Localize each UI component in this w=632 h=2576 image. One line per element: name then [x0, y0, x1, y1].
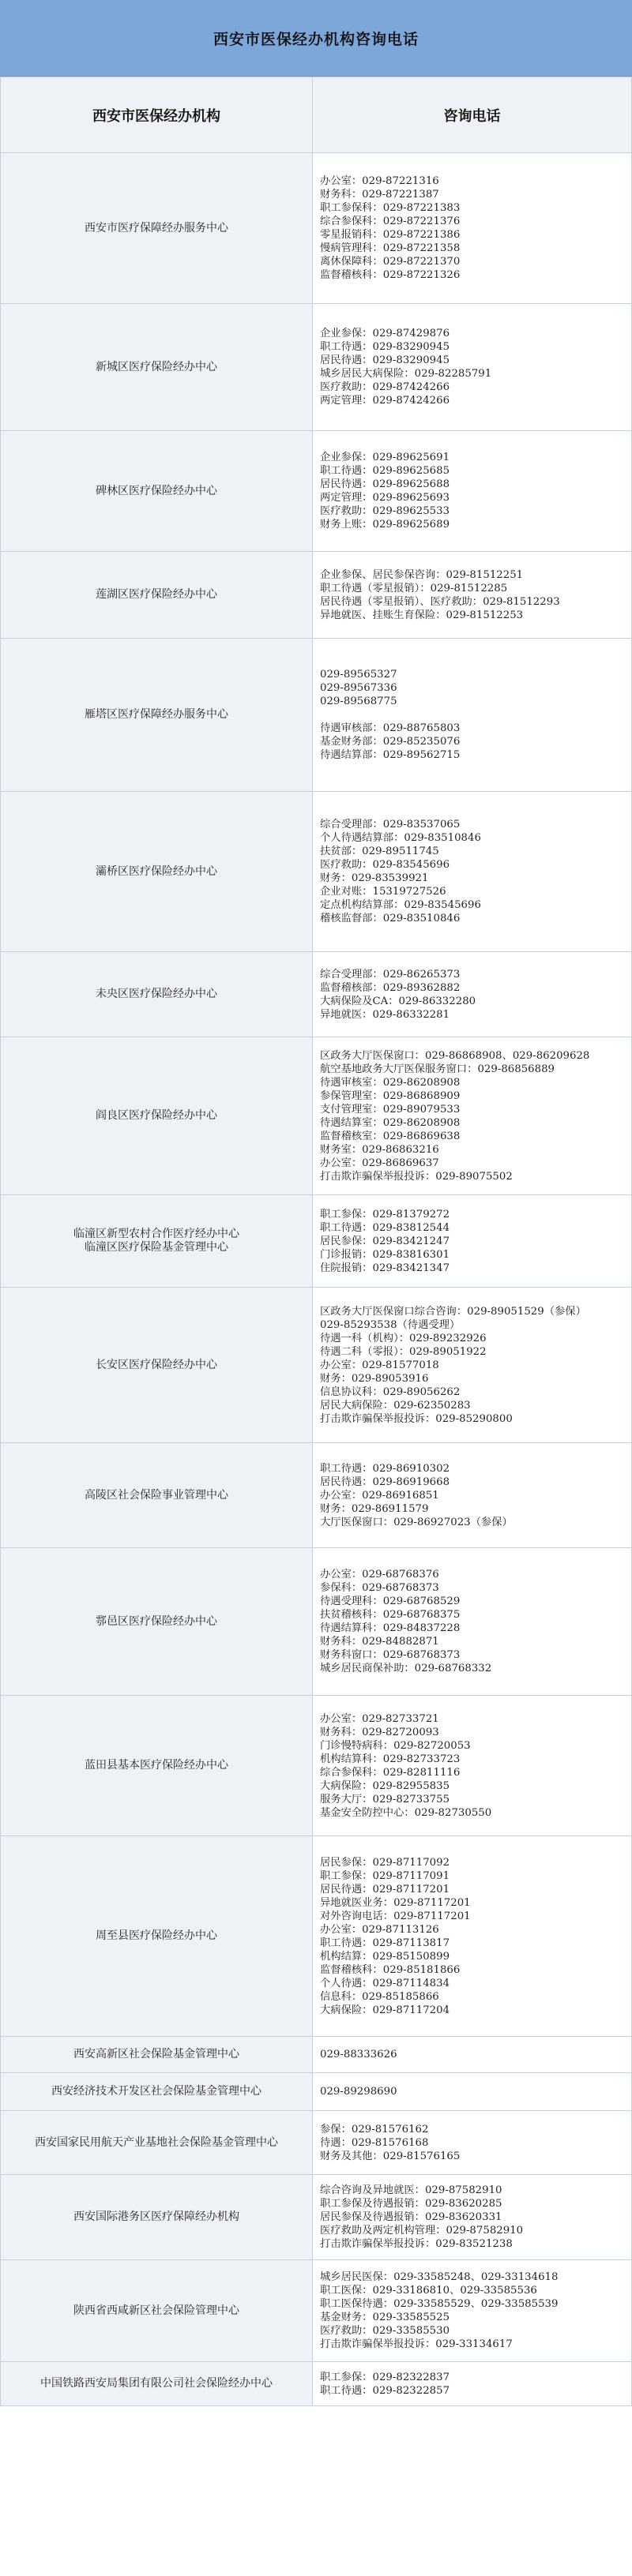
table-row — [1, 153, 632, 304]
org-name — [1, 2073, 313, 2111]
phone-line: 定点机构结算部：029-83545696 — [320, 899, 481, 911]
phone-line: 城乡居民医保：029-33585248、029-33134618 — [320, 2271, 559, 2283]
org-name-line: 未央区医疗保险经办中心 — [96, 988, 217, 1000]
phone-line: 办公室：029-87221316 — [320, 175, 439, 187]
phone-line: 服务大厅：029-82733755 — [320, 1793, 450, 1805]
phone-line: 居民待遇：029-83290945 — [320, 354, 450, 366]
phone-line: 居民大病保险：029-62350283 — [320, 1399, 471, 1412]
phone-line: 企业参保、居民参保咨询：029-81512251 — [320, 568, 524, 581]
phone-line: 待遇结算室：029-86208908 — [320, 1116, 461, 1129]
org-name — [1, 2037, 313, 2073]
phone-line: 职工待遇：029-83812544 — [320, 1221, 450, 1234]
org-name-line: 长安区医疗保险经办中心 — [96, 1358, 217, 1371]
phone-line: 医疗救助及两定机构管理：029-87582910 — [320, 2225, 524, 2237]
phone-line: 机构结算：029-85150899 — [320, 1950, 450, 1963]
phone-line: 异地就医业务：029-87117201 — [320, 1896, 471, 1909]
org-name-line: 西安高新区社会保险基金管理中心 — [73, 2048, 239, 2060]
phone-line: 大厅医保窗口：029-86927023（参保） — [320, 1516, 513, 1528]
phone-line: 职工待遇（零星报销）：029-81512285 — [320, 582, 508, 594]
org-name-line: 临潼区医疗保险基金管理中心 — [85, 1241, 228, 1254]
org-name-line: 莲湖区医疗保险经办中心 — [96, 588, 217, 601]
org-name — [1, 2175, 313, 2260]
phone-line: 监督稽核科：029-85181866 — [320, 1963, 461, 1976]
phone-line: 财务科：029-87221387 — [320, 189, 439, 201]
phone-line: 门诊报销：029-83816301 — [320, 1248, 450, 1261]
phone-line: 居民参保及待遇报销：029-83620331 — [320, 2211, 502, 2223]
phone-line: 两定管理：029-89625693 — [320, 492, 450, 504]
phone-line: 基金财务：029-33585525 — [320, 2312, 450, 2323]
phone-line: 医疗救助：029-89625533 — [320, 505, 450, 517]
phone-line: 待遇审核室：029-86208908 — [320, 1076, 461, 1089]
phone-line: 职工医保待遇：029-33585529、029-33585539 — [320, 2298, 559, 2310]
phone-line: 办公室：029-82733721 — [320, 1712, 439, 1725]
phone-line: 029-88333626 — [320, 2049, 397, 2060]
phone-list — [313, 792, 632, 952]
org-name — [1, 952, 313, 1037]
phone-line: 个人待遇：029-87114834 — [320, 1977, 450, 1989]
phone-line: 异地就医、挂账生育保险：029-81512253 — [320, 609, 524, 621]
phone-line: 职工参保：029-82322837 — [320, 2371, 450, 2383]
org-name — [1, 1836, 313, 2037]
phone-list — [313, 1288, 632, 1443]
phone-line: 办公室：029-87113126 — [320, 1923, 439, 1936]
phone-list — [313, 1836, 632, 2037]
table-header-row — [1, 77, 632, 153]
table-row — [1, 2037, 632, 2073]
phone-line: 零星报销科：029-87221386 — [320, 229, 461, 241]
phone-line: 待遇一科（机构）：029-89232926 — [320, 1332, 487, 1344]
phone-list — [313, 1443, 632, 1548]
phone-list — [313, 1195, 632, 1288]
table-row — [1, 2175, 632, 2260]
phone-line: 信息协议科：029-89056262 — [320, 1385, 461, 1398]
phone-line: 居民参保：029-83421247 — [320, 1235, 450, 1247]
org-name — [1, 1696, 313, 1836]
phone-line: 稽核监督部：029-83510846 — [320, 913, 461, 924]
table-row — [1, 2362, 632, 2406]
org-name-line: 高陵区社会保险事业管理中心 — [85, 1488, 228, 1502]
phone-list — [313, 431, 632, 552]
phone-line: 扶贫部：029-89511745 — [320, 846, 439, 857]
phone-line: 综合受理部：029-86265373 — [320, 968, 461, 981]
org-name-line: 中国铁路西安局集团有限公司社会保险经办中心 — [40, 2377, 273, 2390]
org-name — [1, 304, 313, 431]
org-name-line: 阎良区医疗保险经办中心 — [96, 1109, 217, 1122]
phone-list — [313, 304, 632, 431]
phone-line: 居民待遇：029-89625688 — [320, 478, 450, 490]
phone-line: 信息科：029-85185866 — [320, 1990, 439, 2003]
phone-line: 两定管理：029-87424266 — [320, 395, 450, 407]
phone-line: 居民待遇（零星报销）、医疗救助：029-81512293 — [320, 595, 560, 608]
org-name-line: 西安经济技术开发区社会保险基金管理中心 — [51, 2085, 261, 2098]
org-name-line: 碑林区医疗保险经办中心 — [96, 484, 217, 497]
phone-line: 职工待遇：029-82322857 — [320, 2384, 450, 2397]
phone-line: 参保：029-81576162 — [320, 2123, 429, 2135]
table-row — [1, 552, 632, 639]
table-row — [1, 1548, 632, 1696]
phone-line: 航空基地政务大厅医保服务窗口：029-86856889 — [320, 1063, 555, 1075]
phone-line: 大病保险：029-82955835 — [320, 1779, 450, 1792]
table-row — [1, 431, 632, 552]
header-org: 西安市医保经办机构 — [1, 77, 313, 153]
table-row — [1, 304, 632, 431]
phone-line: 支付管理室：029-89079533 — [320, 1103, 461, 1116]
phone-line: 打击欺诈骗保举报投诉：029-89075502 — [320, 1170, 513, 1183]
phone-line: 财务：029-83539921 — [320, 872, 429, 884]
phone-line: 综合受理部：029-83537065 — [320, 819, 461, 831]
phone-line: 居民参保：029-87117092 — [320, 1856, 450, 1869]
phone-line: 住院报销：029-83421347 — [320, 1262, 450, 1274]
phone-list — [313, 2175, 632, 2260]
contact-table — [0, 77, 632, 2406]
phone-list — [313, 2260, 632, 2362]
phone-line: 029-89298690 — [320, 2086, 397, 2098]
phone-line: 基金安全防控中心：029-82730550 — [320, 1806, 492, 1819]
org-name-line: 新城区医疗保险经办中心 — [96, 360, 217, 373]
org-name — [1, 2362, 313, 2406]
org-name — [1, 1443, 313, 1548]
phone-line: 慢病管理科：029-87221358 — [320, 242, 461, 254]
table-row — [1, 1696, 632, 1836]
phone-list — [313, 2037, 632, 2073]
phone-line: 财务室：029-86863216 — [320, 1143, 439, 1156]
phone-line: 大病保险：029-87117204 — [320, 2004, 450, 2016]
phone-line: 居民待遇：029-87117201 — [320, 1883, 450, 1895]
phone-line: 财务及其他：029-81576165 — [320, 2150, 461, 2162]
phone-line: 城乡居民商保补助：029-68768332 — [320, 1663, 492, 1674]
org-name — [1, 792, 313, 952]
phone-line: 企业对账：15319727526 — [320, 886, 446, 898]
table-row — [1, 2111, 632, 2175]
phone-line: 参保管理室：029-86868909 — [320, 1089, 461, 1102]
table-row — [1, 2260, 632, 2362]
phone-line: 财务：029-86911579 — [320, 1502, 429, 1515]
phone-list — [313, 2111, 632, 2175]
phone-line: 办公室：029-68768376 — [320, 1569, 439, 1580]
phone-line: 打击欺诈骗保举报投诉：029-85290800 — [320, 1412, 513, 1425]
phone-line: 异地就医：029-86332281 — [320, 1008, 450, 1021]
phone-line: 029-85293538（待遇受理） — [320, 1318, 461, 1331]
phone-line: 待遇：029-81576168 — [320, 2136, 429, 2149]
phone-line: 综合咨询及异地就医：029-87582910 — [320, 2184, 502, 2196]
org-name — [1, 2260, 313, 2362]
phone-line: 029-89568775 — [320, 696, 397, 707]
org-name — [1, 639, 313, 792]
phone-list — [313, 1696, 632, 1836]
phone-list — [313, 2073, 632, 2111]
org-name-line: 鄠邑区医疗保险经办中心 — [96, 1614, 217, 1628]
org-name — [1, 1195, 313, 1288]
phone-line: 办公室：029-86869637 — [320, 1157, 439, 1169]
table-row — [1, 1195, 632, 1288]
phone-line: 职工参保及待遇报销：029-83620285 — [320, 2198, 502, 2210]
org-name-line: 西安国家民用航天产业基地社会保险基金管理中心 — [35, 2135, 278, 2149]
header-phone: 咨询电话 — [313, 77, 632, 153]
phone-list — [313, 1037, 632, 1195]
table-body — [1, 153, 632, 2406]
phone-line: 待遇结算科：029-84837228 — [320, 1622, 461, 1634]
org-name — [1, 1288, 313, 1443]
phone-line: 打击欺诈骗保举报投诉：029-83521238 — [320, 2238, 513, 2250]
phone-line: 待遇审核部：029-88765803 — [320, 722, 461, 734]
phone-line: 财务科窗口：029-68768373 — [320, 1649, 461, 1661]
phone-list — [313, 1548, 632, 1696]
phone-line: 综合参保科：029-82811116 — [320, 1766, 461, 1779]
phone-line: 监督稽核科：029-87221326 — [320, 269, 461, 281]
table-row — [1, 792, 632, 952]
phone-list — [313, 2362, 632, 2406]
phone-line: 医疗救助：029-83545696 — [320, 859, 450, 871]
org-name — [1, 1548, 313, 1696]
phone-line: 综合参保科：029-87221376 — [320, 216, 461, 227]
phone-line: 基金财务部：029-85235076 — [320, 736, 461, 748]
phone-gap — [320, 708, 625, 722]
phone-line: 离休保障科：029-87221370 — [320, 256, 461, 268]
phone-line: 职工待遇：029-87113817 — [320, 1937, 450, 1949]
phone-line: 参保科：029-68768373 — [320, 1582, 439, 1594]
phone-line: 029-89565327 — [320, 669, 397, 681]
table-row — [1, 2073, 632, 2111]
phone-line: 待遇二科（零报）：029-89051922 — [320, 1345, 487, 1358]
phone-line: 财务科：029-82720093 — [320, 1726, 439, 1738]
org-name-line: 临潼区新型农村合作医疗经办中心 — [73, 1228, 239, 1240]
phone-line: 医疗救助：029-33585530 — [320, 2325, 450, 2337]
phone-line: 职工待遇：029-86910302 — [320, 1462, 450, 1475]
phone-list — [313, 639, 632, 792]
phone-line: 职工参保：029-81379272 — [320, 1208, 450, 1221]
page-title: 西安市医保经办机构咨询电话 — [0, 0, 632, 77]
org-name-line: 西安市医疗保障经办服务中心 — [85, 221, 228, 234]
org-name-line: 西安国际港务区医疗保障经办机构 — [73, 2210, 239, 2223]
phone-line: 区政务大厅医保窗口：029-86868908、029-86209628 — [320, 1049, 590, 1062]
phone-line: 企业参保：029-87429876 — [320, 328, 450, 339]
phone-line: 监督稽核部：029-89362882 — [320, 981, 461, 994]
table-row — [1, 952, 632, 1037]
phone-line: 职工参保科：029-87221383 — [320, 202, 461, 214]
phone-line: 机构结算科：029-82733723 — [320, 1753, 461, 1765]
phone-line: 打击欺诈骗保举报投诉：029-33134617 — [320, 2338, 513, 2350]
phone-line: 个人待遇结算部：029-83510846 — [320, 832, 481, 844]
phone-list — [313, 952, 632, 1037]
org-name-line: 雁塔区医疗保障经办服务中心 — [85, 708, 228, 721]
phone-line: 待遇受理科：029-68768529 — [320, 1595, 461, 1607]
phone-line: 大病保险及CA：029-86332280 — [320, 995, 476, 1007]
org-name — [1, 153, 313, 304]
org-name-line: 周至县医疗保险经办中心 — [96, 1929, 217, 1942]
org-name-line: 灞桥区医疗保险经办中心 — [96, 864, 217, 878]
org-name — [1, 1037, 313, 1195]
phone-line: 对外咨询电话：029-87117201 — [320, 1910, 471, 1922]
org-name — [1, 552, 313, 639]
phone-line: 财务上账：029-89625689 — [320, 519, 450, 531]
phone-list — [313, 153, 632, 304]
org-name-line: 蓝田县基本医疗保险经办中心 — [85, 1759, 228, 1772]
table-row — [1, 1836, 632, 2037]
phone-line: 监督稽核室：029-86869638 — [320, 1130, 461, 1142]
phone-line: 居民待遇：029-86919668 — [320, 1475, 450, 1488]
phone-line: 029-89567336 — [320, 682, 397, 694]
phone-line: 企业参保：029-89625691 — [320, 452, 450, 463]
phone-line: 财务科：029-84882871 — [320, 1636, 439, 1648]
table-row — [1, 1288, 632, 1443]
phone-line: 财务：029-89053916 — [320, 1372, 429, 1385]
phone-line: 门诊慢特病科：029-82720053 — [320, 1739, 471, 1752]
phone-line: 职工医保：029-33186810、029-33585536 — [320, 2285, 537, 2297]
phone-line: 待遇结算部：029-89562715 — [320, 749, 461, 761]
phone-line: 扶贫稽核科：029-68768375 — [320, 1609, 461, 1621]
phone-line: 医疗救助：029-87424266 — [320, 381, 450, 393]
org-name-line: 陕西省西咸新区社会保险管理中心 — [73, 2304, 239, 2317]
table-row — [1, 1037, 632, 1195]
phone-line: 办公室：029-86916851 — [320, 1489, 439, 1502]
phone-line: 职工待遇：029-83290945 — [320, 341, 450, 353]
phone-line: 城乡居民大病保险：029-82285791 — [320, 368, 492, 380]
table-row — [1, 639, 632, 792]
phone-line: 区政务大厅医保窗口综合咨询：029-89051529（参保） — [320, 1305, 586, 1318]
phone-line: 职工参保：029-87117091 — [320, 1869, 450, 1882]
org-name — [1, 2111, 313, 2175]
phone-line: 职工待遇：029-89625685 — [320, 465, 450, 477]
org-name — [1, 431, 313, 552]
table-row — [1, 1443, 632, 1548]
phone-list — [313, 552, 632, 639]
phone-line: 办公室：029-81577018 — [320, 1359, 439, 1371]
